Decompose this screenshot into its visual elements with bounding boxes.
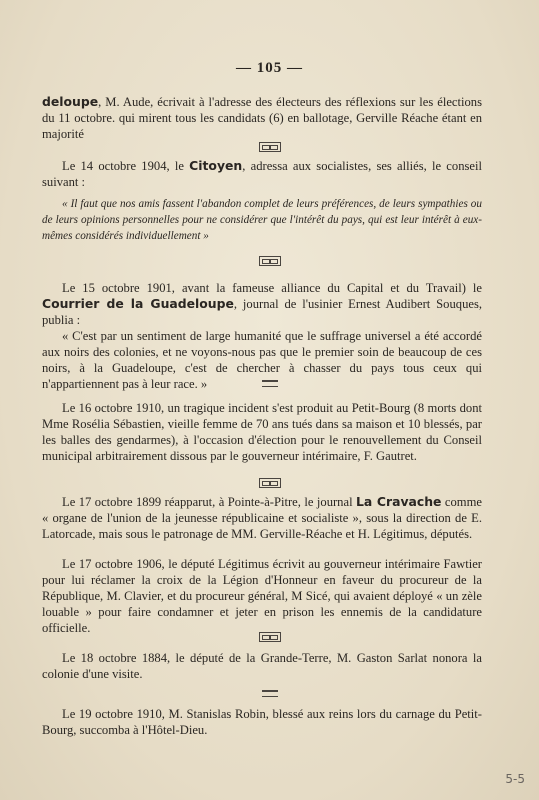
paragraph-8: Le 19 octobre 1910, M. Stanislas Robin, blessé aux reins lors du carnage du Petit-Bourg, succomba à l'Hôtel-Dieu. <box>42 707 482 737</box>
paragraph-7: Le 18 octobre 1884, le député de la Grande-Terre, M. Gaston Sarlat nonora la colonie d'une visite. <box>42 651 482 681</box>
paragraph-4: Le 16 octobre 1910, un tragique incident s'est produit au Petit-Bourg (8 morts dont Mme Rosélia Sébastien, vieille femme de 70 ans tués dans sa maison et 10 blessés, par les balles des gendarmes), à l'occasion d'élection pour le renouvellement du Conseil municipal arbitrairement dissous par le gouverneur intérimaire, F. Gautret. <box>42 401 482 463</box>
newspaper-name: Courrier de la Guadeloupe <box>42 296 234 311</box>
paragraph-1: deloupe, M. Aude, écrivait à l'adresse des électeurs des réflexions sur les élections du 11 octobre. qui mirent tous les candidats (6) en ballotage, Gerville Réache étant en majorité <box>42 94 482 141</box>
quote: « Il faut que nos amis fassent l'abandon complet de leurs préférences, de leurs sympathies ou de leurs opinions personnelles pour ne considérer que l'intérêt du pays, qui est leur intérêt à eux-mêmes considérés individuellement » <box>42 198 482 242</box>
newspaper-name: deloupe <box>42 94 99 109</box>
section-ornament <box>0 142 539 155</box>
paragraph-5: Le 17 octobre 1899 réapparut, à Pointe-à-Pitre, le journal La Cravache comme « organe de l'union de la jeunesse républicaine et socialiste », sous la direction de E. Latorcade, mais sous le patronage de MM. Gerville-Réache et H. Légitimus, députés. <box>42 494 482 541</box>
section-ornament <box>0 256 539 269</box>
paragraph-6: Le 17 octobre 1906, le député Légitimus écrivit au gouverneur intérimaire Fawtier pour lui réclamer la croix de la Légion d'Honneur en faveur du procureur de la République, M. Clavier, et du procureur général, M Sicé, qui avaient déployé « un zèle louable » pour faire condamner et jeter en prison les ennemis de la candidature officielle. <box>42 557 482 635</box>
section-ornament <box>0 688 539 700</box>
newspaper-name: La Cravache <box>356 494 442 509</box>
margin-note: 5-5 <box>505 772 525 786</box>
page-number: — 105 — <box>236 60 303 76</box>
newspaper-name: Citoyen <box>189 158 243 173</box>
paragraph-2: Le 14 octobre 1904, le Citoyen, adressa aux socialistes, ses alliés, le conseil suivant : « Il faut que nos amis fassent l'abandon complet de leurs préférences, de leurs sympathies ou de leurs opinions personnelles pour ne considérer que l'intérêt du pays, qui est leur intérêt à eux-mêmes considérés individuellement » <box>42 158 482 242</box>
quote: « C'est par un sentiment de large humanité que le suffrage universel a été accordé aux noirs des colonies, et ne voyons-nous pas que le premier soin de beaucoup de ces noirs, à la Guadeloupe, c'est de chercher à chasser du pays tous ceux qui n'appartiennent pas à leur race. » <box>42 329 482 391</box>
paragraph-3: Le 15 octobre 1901, avant la fameuse alliance du Capital et du Travail) le Courrier de la Guadeloupe, journal de l'usinier Ernest Audibert Souques, publia : « C'est par un sentiment de large humanité que le suffrage universel a été accordé aux noirs des colonies, et ne voyons-nous pas que le premier soin de beaucoup de ces noirs, à la Guadeloupe, c'est de chercher à chasser du pays tous ceux qui n'appartiennent pas à leur race. » <box>42 281 482 391</box>
section-ornament <box>0 378 539 390</box>
section-ornament <box>0 478 539 491</box>
section-ornament <box>0 632 539 645</box>
